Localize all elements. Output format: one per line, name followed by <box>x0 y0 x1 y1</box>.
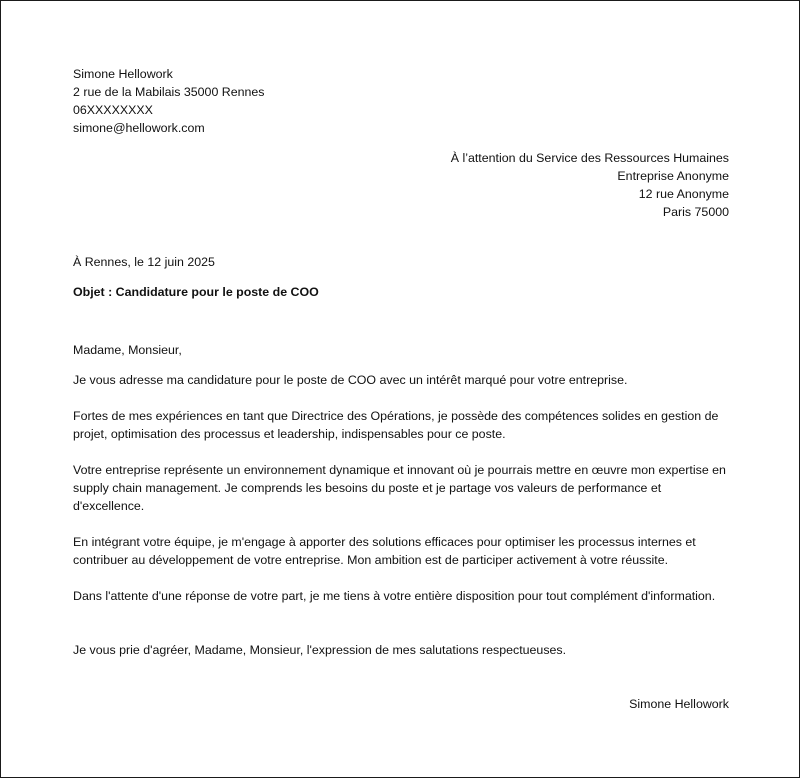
paragraph-closing: Je vous prie d'agréer, Madame, Monsieur, l'expression de mes salutations respectueuses. <box>73 643 567 657</box>
sender-name: Simone Hellowork <box>73 67 173 81</box>
recipient-city: Paris 75000 <box>662 205 729 219</box>
letter-date: À Rennes, le 12 juin 2025 <box>73 255 215 269</box>
letter-signature: Simone Hellowork <box>629 697 729 711</box>
paragraph-commitment: En intégrant votre équipe, je m'engage à apporter des solutions efficaces pour optimiser les processus internes et contribuer au développement de votre entreprise. Mon ambition est de participer activement à votre réussite. <box>73 535 696 567</box>
paragraph-intro: Je vous adresse ma candidature pour le poste de COO avec un intérêt marqué pour votre entreprise. <box>73 373 628 387</box>
letter-salutation: Madame, Monsieur, <box>73 343 182 357</box>
sender-block <box>73 65 729 137</box>
recipient-company: Entreprise Anonyme <box>617 169 729 183</box>
recipient-block <box>73 149 729 221</box>
paragraph-motivation: Votre entreprise représente un environnement dynamique et innovant où je pourrais mettre en œuvre mon expertise en supply chain management. Je comprends les besoins du poste et je partage vos valeurs de performance et d'excellence. <box>73 463 726 513</box>
recipient-attention: À l’attention du Service des Ressources Humaines <box>450 151 729 165</box>
paragraph-availability: Dans l'attente d'une réponse de votre part, je me tiens à votre entière disposition pour tout complément d'information. <box>73 589 716 603</box>
sender-phone: 06XXXXXXXX <box>73 103 153 117</box>
letter-subject: Objet : Candidature pour le poste de COO <box>73 285 319 299</box>
sender-address: 2 rue de la Mabilais 35000 Rennes <box>73 85 265 99</box>
recipient-street: 12 rue Anonyme <box>638 187 729 201</box>
paragraph-experience: Fortes de mes expériences en tant que Directrice des Opérations, je possède des compétences solides en gestion de projet, optimisation des processus et leadership, indispensables pour ce poste. <box>73 409 719 441</box>
sender-email: simone@hellowork.com <box>73 121 205 135</box>
